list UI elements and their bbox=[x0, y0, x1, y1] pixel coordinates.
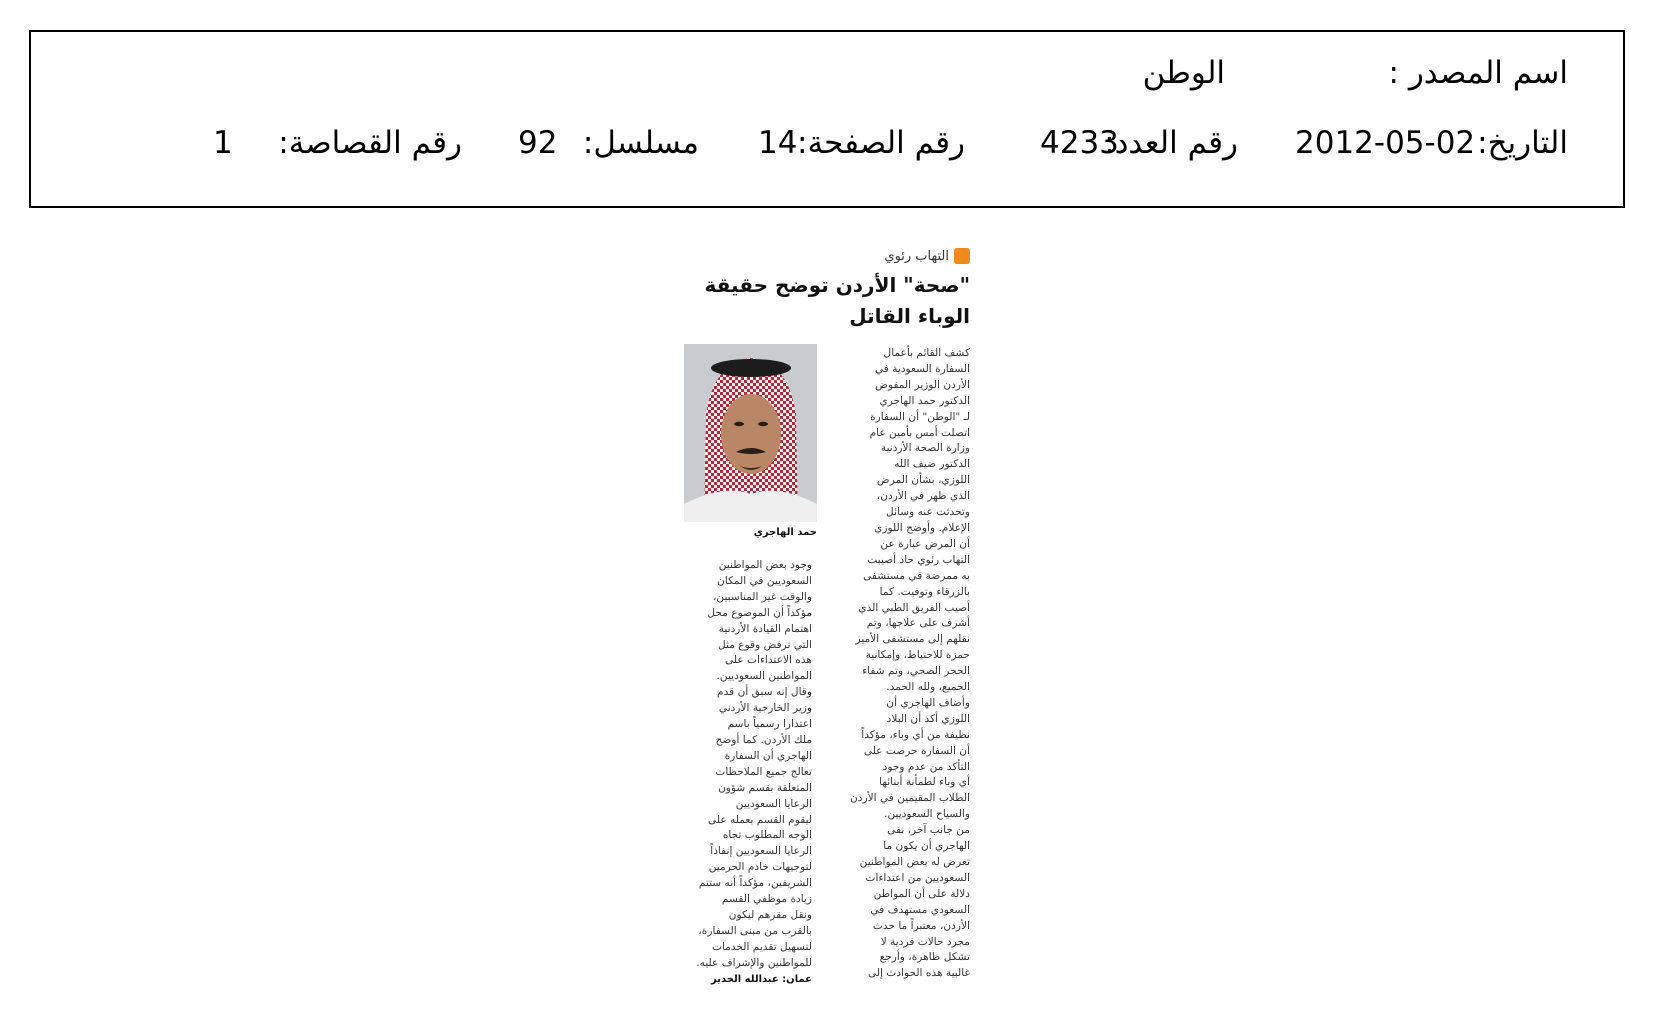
article-column-right bbox=[838, 346, 970, 982]
article-text-line: والسياح السعوديين. bbox=[884, 808, 970, 821]
page-label: رقم الصفحة: bbox=[797, 125, 965, 161]
article-text-line: وزير الخارجية الأردني bbox=[718, 702, 812, 715]
photo-caption: حمد الهاجري bbox=[753, 527, 817, 538]
article-text-line: مجرد حالات فردية لا bbox=[880, 935, 970, 948]
article-text-line: الذي ظهر في الأردن، bbox=[876, 490, 970, 503]
article-text-line: وزارة الصحة الأردنية bbox=[880, 442, 970, 455]
article-text-line: اتصلت أمس بأمين عام bbox=[869, 426, 970, 439]
article-text-line: أشرف على علاجها، وتم bbox=[866, 617, 970, 630]
article-text-line: كشف القائم بأعمال bbox=[883, 347, 970, 359]
article-text-line: حمزة للاحتياط، وإمكانية bbox=[865, 649, 970, 662]
article-text-line: الحجر الصحي، وتم شفاء bbox=[862, 665, 970, 678]
article-text-line: نظيفة من أي وباء، مؤكداً bbox=[861, 728, 970, 741]
article-text-line: مؤكداً أن الموضوع محل bbox=[707, 606, 812, 619]
article-text-line: اللوزي، بشأن المرض bbox=[876, 474, 970, 487]
article-text-line: الأردن، معتبراً ما حدث bbox=[872, 919, 970, 932]
article-text-line: لتوجيهات خادم الحرمين bbox=[708, 861, 812, 874]
article-text-line: دلالة على أن المواطن bbox=[873, 887, 970, 900]
article-text-line: السعوديين في المكان bbox=[717, 574, 812, 587]
article-text-line: أن السفارة حرصت على bbox=[863, 744, 970, 757]
article-text-line: الطلاب المقيمين في الأردن bbox=[850, 792, 970, 805]
article-text-line: والوقت غير المناسبين، bbox=[712, 590, 812, 603]
article-text-line: الدكتور ضيف الله bbox=[894, 458, 970, 471]
article-text-line: ملك الأردن. كما أوضح bbox=[715, 733, 812, 746]
article-text-line: تعرض له بعض المواطنين bbox=[859, 856, 970, 868]
article-text-line: السعوديين من اعتداءات bbox=[865, 871, 970, 884]
article-text-line: التهاب رئوي حاد أصيبت bbox=[867, 553, 970, 566]
article-text-line: السعودي مستهدف في bbox=[870, 903, 970, 916]
article-text-line: للمواطنين والإشراف عليه. bbox=[696, 956, 812, 969]
date-label: التاريخ: bbox=[1477, 125, 1568, 161]
article-text-line: من جانب آخر، نفى bbox=[887, 824, 970, 837]
article-byline: عمان: عبدالله الخدير bbox=[711, 973, 812, 985]
article-text-line: وأضاف الهاجري أن bbox=[886, 696, 970, 709]
source-value: الوطن bbox=[1142, 55, 1225, 91]
source-info-box bbox=[29, 30, 1625, 208]
kicker-square-icon bbox=[954, 248, 970, 264]
portrait-icon bbox=[684, 344, 817, 522]
issue-label: رقم العدد: bbox=[1104, 125, 1238, 161]
serial-label: مسلسل: bbox=[582, 125, 699, 161]
article-text-line: الأردن الوزير المفوض bbox=[875, 378, 970, 391]
source-label: اسم المصدر : bbox=[1388, 55, 1568, 91]
article-text-line: الرعايا السعوديين bbox=[735, 797, 812, 810]
news-clipping bbox=[680, 240, 970, 1000]
article-text-line: غالبية هذه الحوادث إلى bbox=[868, 967, 970, 980]
article-text-line: أصيب الفريق الطبي الذي bbox=[858, 601, 970, 614]
article-text-line: وجود بعض المواطنين bbox=[718, 559, 812, 571]
article-text-line: ليقوم القسم بعمله على bbox=[708, 813, 812, 826]
article-text-line: وتحدثت عنه وسائل bbox=[886, 506, 970, 519]
headline-line-1: "صحة" الأردن توضح حقيقة bbox=[704, 273, 970, 297]
article-text-line: الهاجري أن السفارة bbox=[724, 749, 812, 762]
article-text-line: الإعلام. وأوضح اللوزي bbox=[874, 521, 970, 534]
article-text-line: الشريفين، مؤكداً أنه ستتم bbox=[698, 877, 812, 890]
article-text-line: لتسهيل تقديم الخدمات bbox=[711, 940, 812, 953]
article-text-line: المواطنين السعوديين. bbox=[716, 670, 812, 683]
article-text-line: تعالج جميع الملاحظات bbox=[715, 765, 812, 778]
article-text-line: اللوزي أكد أن البلاد bbox=[886, 712, 970, 725]
article-text-line: زيادة موظفي القسم bbox=[721, 893, 812, 906]
article-text-line: هذه الاعتداءات على bbox=[725, 654, 812, 667]
article-headline bbox=[680, 270, 970, 332]
article-text-line: الدكتور حمد الهاجري bbox=[879, 394, 970, 407]
article-text-line: الجميع، ولله الحمد. bbox=[886, 681, 970, 694]
page-value: 14 bbox=[758, 125, 798, 161]
article-text-line: بالزرقاء وتوفيت. كما bbox=[879, 585, 970, 598]
article-text-line: المتعلقة بقسم شؤون bbox=[718, 781, 812, 794]
article-text-line: التأكد من عدم وجود bbox=[882, 760, 970, 773]
article-text-line: اعتذارا رسمياً باسم bbox=[727, 718, 812, 731]
article-text-line: أن المرض عبارة عن bbox=[880, 537, 970, 550]
article-text-line: اهتمام القيادة الأردنية bbox=[718, 622, 812, 635]
clip-number-label: رقم القصاصة: bbox=[278, 125, 462, 161]
article-text-line: ونقل مقرهم ليكون bbox=[728, 908, 812, 921]
article-text-line: أي وباء لطمأنة أبنائها bbox=[879, 776, 970, 789]
article-text-line: به ممرضة في مستشفى bbox=[863, 569, 970, 582]
portrait-photo bbox=[684, 344, 817, 522]
article-text-line: التي ترفض وقوع مثل bbox=[717, 638, 812, 651]
article-text-line: الوجه المطلوب تجاه bbox=[722, 829, 812, 842]
article-text-line: لـ "الوطن" أن السفارة bbox=[870, 410, 970, 423]
article-text-line: السفارة السعودية في bbox=[874, 362, 970, 375]
article-kicker bbox=[884, 248, 970, 264]
serial-value: 92 bbox=[518, 125, 558, 161]
article-text-line: تشكل ظاهرة، وأرجع bbox=[879, 951, 970, 964]
issue-value: 4233 bbox=[1040, 125, 1119, 161]
article-text-line: وقال إنه سبق أن قدم bbox=[717, 686, 812, 699]
article-column-left bbox=[680, 558, 812, 987]
date-value: 2012-05-02 bbox=[1295, 125, 1476, 161]
clip-number-value: 1 bbox=[213, 125, 233, 161]
headline-line-2: الوباء القاتل bbox=[849, 304, 970, 328]
article-text-line: الهاجري أن يكون ما bbox=[883, 840, 970, 853]
article-text-line: بالقرب من مبنى السفارة، bbox=[698, 924, 812, 937]
article-text-line: الرعايا السعوديين إنفاذاً bbox=[710, 845, 812, 858]
article-text-line: نقلهم إلى مستشفى الأمير bbox=[855, 633, 970, 646]
kicker-text: التهاب رئوي bbox=[884, 248, 949, 264]
